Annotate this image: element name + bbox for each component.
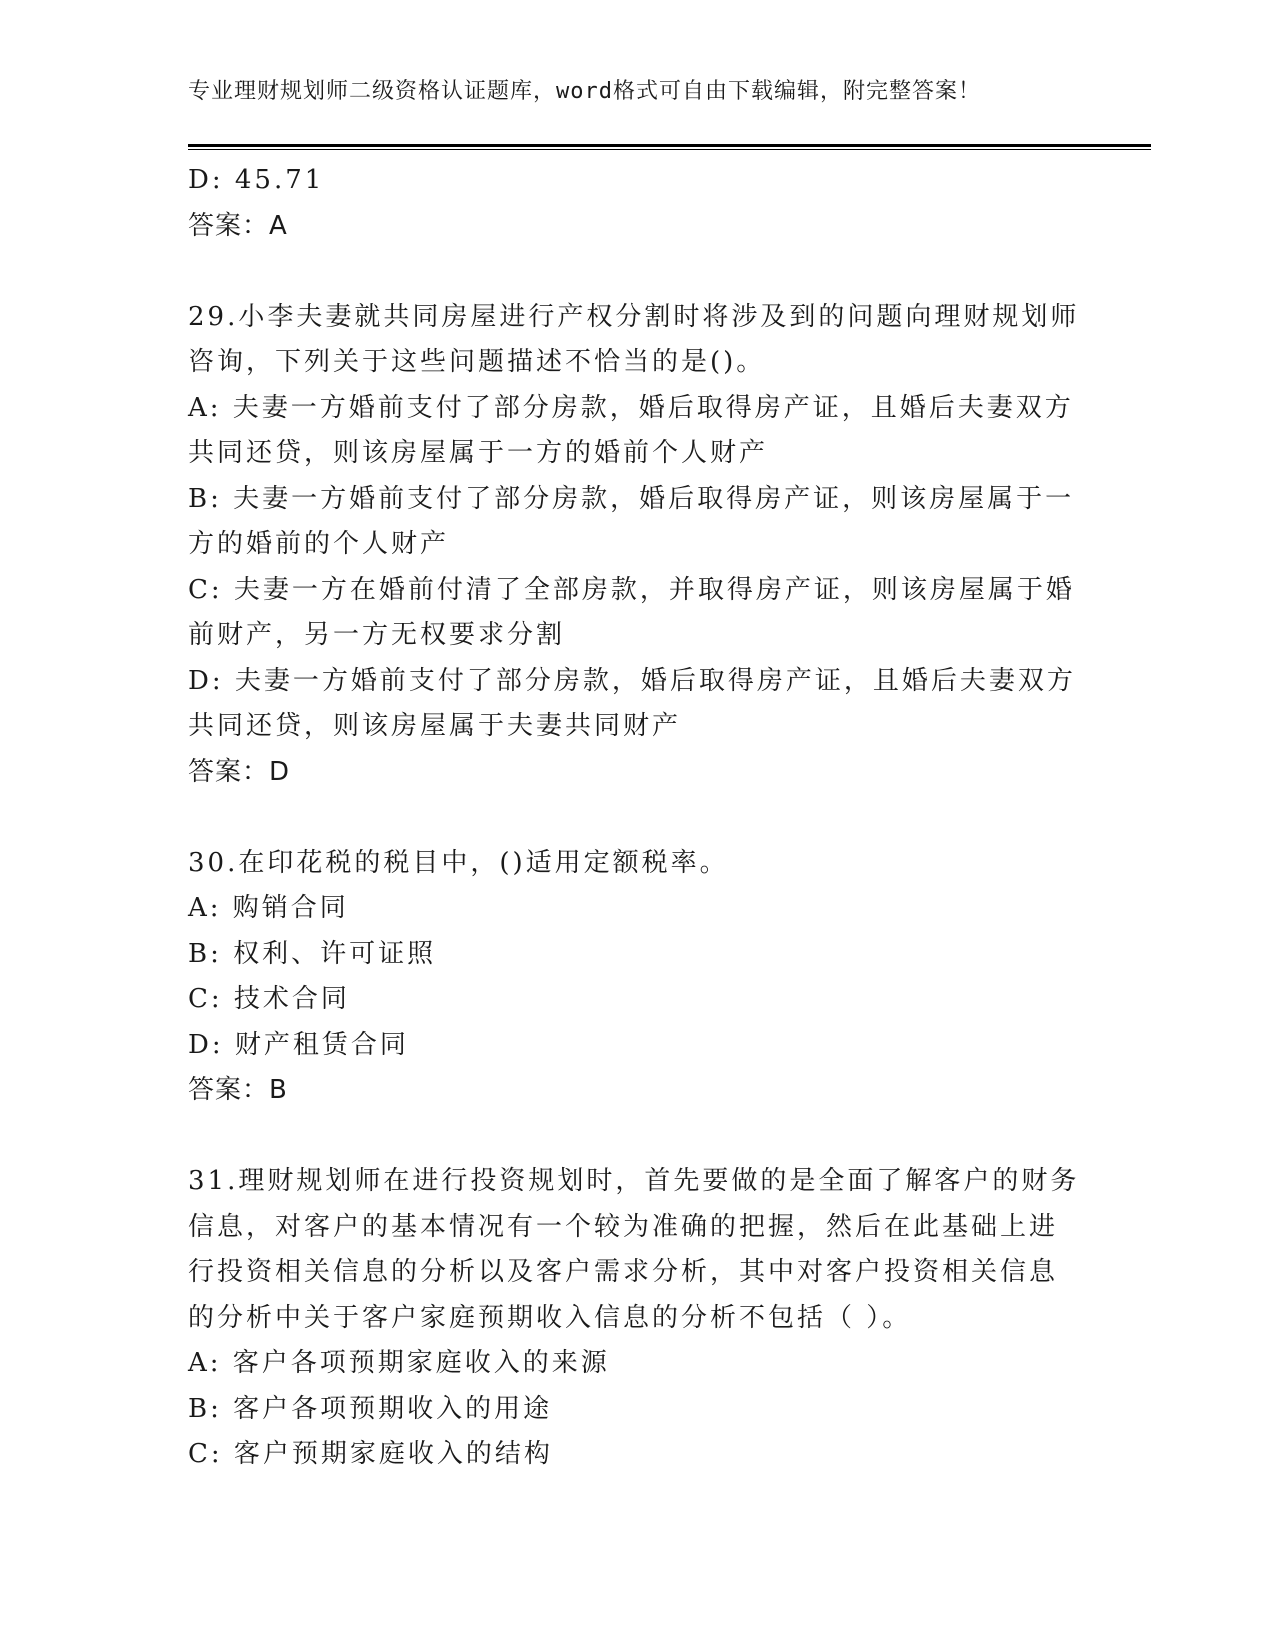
question-stem: 30.在印花税的税目中，()适用定额税率。 [188, 847, 729, 878]
option-b: B: 夫妻一方婚前支付了部分房款，婚后取得房产证，则该房屋属于一 [188, 483, 1075, 514]
question-stem: 31.理财规划师在进行投资规划时，首先要做的是全面了解客户的财务 [188, 1166, 1080, 1196]
question-stem: 行投资相关信息的分析以及客户需求分析，其中对客户投资相关信息 [188, 1257, 1059, 1287]
option-a: A: 夫妻一方婚前支付了部分房款，婚后取得房产证，且婚后夫妻双方 [188, 392, 1074, 423]
question-stem: 29.小李夫妻就共同房屋进行产权分割时将涉及到的问题向理财规划师 [188, 301, 1080, 332]
option-d: D: 财产租赁合同 [188, 1029, 409, 1060]
option-c: C: 技术合同 [188, 984, 350, 1014]
option-d: 共同还贷，则该房屋属于夫妻共同财产 [188, 711, 682, 741]
option-c: C: 夫妻一方在婚前付清了全部房款，并取得房产证，则该房屋属于婚 [188, 574, 1075, 605]
document-body [188, 158, 1088, 1478]
option-c: 前财产，另一方无权要求分割 [188, 620, 566, 650]
answer: 答案：D [188, 756, 291, 787]
question-29 [188, 295, 1088, 796]
question-stem: 咨询，下列关于这些问题描述不恰当的是()。 [188, 347, 766, 377]
answer: 答案：A [188, 210, 288, 241]
option-b: 方的婚前的个人财产 [188, 529, 450, 559]
spacer [188, 795, 1088, 841]
prev-question-tail [188, 158, 1088, 249]
spacer [188, 1114, 1088, 1160]
answer: 答案：B [188, 1075, 288, 1105]
header-rule-thin [188, 149, 1151, 150]
header-rule-thick [188, 144, 1151, 147]
option-d: D: 夫妻一方婚前支付了部分房款，婚后取得房产证，且婚后夫妻双方 [188, 665, 1076, 696]
page-header: 专业理财规划师二级资格认证题库，word格式可自由下载编辑，附完整答案！ [188, 79, 981, 104]
option-a: A: 购销合同 [188, 893, 349, 923]
question-stem: 信息，对客户的基本情况有一个较为准确的把握，然后在此基础上进 [188, 1211, 1059, 1242]
option-b: B: 权利、许可证照 [188, 938, 437, 969]
question-31 [188, 1159, 1088, 1478]
question-stem: 的分析中关于客户家庭预期收入信息的分析不包括（ ）。 [188, 1302, 912, 1333]
question-30 [188, 841, 1088, 1114]
option-c: C: 客户预期家庭收入的结构 [188, 1439, 553, 1469]
option-d: D: 45.71 [188, 165, 325, 195]
option-b: B: 客户各项预期收入的用途 [188, 1393, 553, 1424]
spacer [188, 249, 1088, 295]
option-a: 共同还贷，则该房屋属于一方的婚前个人财产 [188, 438, 769, 468]
option-a: A: 客户各项预期家庭收入的来源 [188, 1348, 610, 1378]
